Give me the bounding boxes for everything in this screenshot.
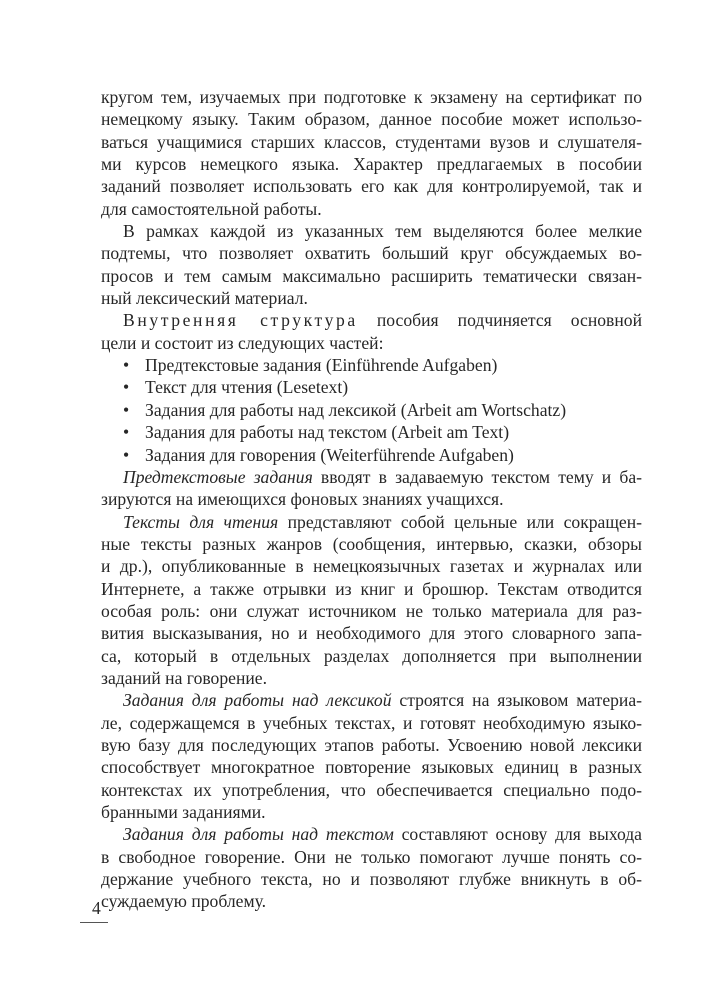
list-item-text: Задания для говорения (Weiterführende Aufgaben)	[145, 444, 514, 465]
bullet-icon: •	[123, 399, 130, 420]
page-number: 4	[92, 898, 101, 918]
text-run: составляют основу для выхода	[393, 824, 642, 845]
list-item	[101, 399, 642, 421]
text-line: особая роль: они служат источником не только материала для раз-	[101, 600, 642, 621]
italic-term: Задания для работы над лексикой	[123, 690, 392, 711]
text-line: для самостоятельной работы.	[101, 198, 322, 219]
text-line	[101, 689, 642, 711]
text-line: са, который в отдельных разделах дополняется при выполнении	[101, 645, 642, 666]
text-line: просов и тем самым максимально расширить тематически связан-	[101, 265, 642, 286]
text-line: вую базу для последующих этапов работы. Усвоению новой лексики	[101, 734, 642, 755]
text-line: ный лексический материал.	[101, 288, 308, 309]
bullet-icon: •	[123, 444, 130, 465]
text-line	[101, 309, 642, 331]
list-item	[101, 444, 642, 466]
text-line: заданий на говорение.	[101, 667, 267, 688]
text-run: строятся на языковом материа-	[391, 690, 643, 711]
text-line: В рамках каждой из указанных тем выделяются более мелкие	[123, 221, 642, 242]
text-line: вития высказывания, но и необходимого для этого словарного запа-	[101, 623, 642, 644]
list-item	[101, 376, 642, 398]
text-line: держание учебного текста, но и позволяют глубже вникнуть в об-	[101, 869, 642, 890]
italic-term: Задания для работы над текстом	[123, 824, 394, 845]
text-line: подтемы, что позволяет охватить больший круг обсуждаемых во-	[101, 243, 642, 264]
bullet-icon: •	[123, 422, 130, 443]
spaced-term: Внутренняя структура	[123, 310, 358, 331]
italic-term: Тексты для чтения	[123, 511, 279, 532]
page-body	[101, 86, 642, 913]
text-line: заданий позволяет использовать его как для контролируемой, так и	[101, 176, 642, 197]
list-item	[101, 354, 642, 376]
text-line: Интернете, а также отрывки из книг и брошюр. Текстам отводится	[101, 578, 642, 599]
bullet-icon: •	[123, 355, 130, 376]
italic-term: Предтекстовые задания	[123, 466, 313, 487]
text-line: способствует многократное повторение языковых единиц в разных	[101, 757, 642, 778]
structure-list	[101, 354, 642, 466]
text-line: контекстах их употребления, что обеспечивается специально подо-	[101, 779, 642, 800]
text-line: цели и состоит из следующих частей:	[101, 332, 384, 353]
text-line: ваться учащимися старших классов, студентами вузов и слушателя-	[101, 131, 642, 152]
list-item-text: Предтекстовые задания (Einführende Aufgaben)	[145, 355, 498, 376]
text-run: пособия подчиняется основной	[357, 310, 642, 331]
text-line: кругом тем, изучаемых при подготовке к экзамену на сертификат по	[101, 87, 642, 107]
list-item	[101, 421, 642, 443]
list-item-text: Задания для работы над текстом (Arbeit am Text)	[145, 422, 510, 443]
list-item-text: Текст для чтения (Lesetext)	[145, 377, 349, 398]
footer-rule	[80, 922, 108, 923]
text-line	[101, 823, 642, 845]
text-line: и др.), опубликованные в немецкоязычных газетах и журналах или	[101, 556, 642, 577]
text-run: вводят в задаваемую текстом тему и ба-	[312, 466, 642, 487]
text-line: ле, содержащемся в учебных текстах, и готовят необходимую языко-	[101, 712, 642, 733]
text-line: немецкому языку. Таким образом, данное пособие может использо-	[101, 109, 642, 130]
text-run: представляют собой цельные или сокращен-	[278, 511, 643, 532]
text-line	[101, 511, 642, 533]
text-line: ные тексты разных жанров (сообщения, интервью, сказки, обзоры	[101, 533, 642, 554]
list-item-text: Задания для работы над лексикой (Arbeit am Wortschatz)	[145, 399, 567, 420]
text-line: зируются на имеющихся фоновых знаниях учащихся.	[101, 489, 504, 510]
text-line: суждаемую проблему.	[101, 891, 267, 912]
bullet-icon: •	[123, 377, 130, 398]
text-line	[101, 466, 642, 488]
text-line: в свободное говорение. Они не только помогают лучше понять со-	[101, 846, 642, 867]
text-line: ми курсов немецкого языка. Характер предлагаемых в пособии	[101, 154, 642, 175]
text-line: бранными заданиями.	[101, 802, 266, 822]
